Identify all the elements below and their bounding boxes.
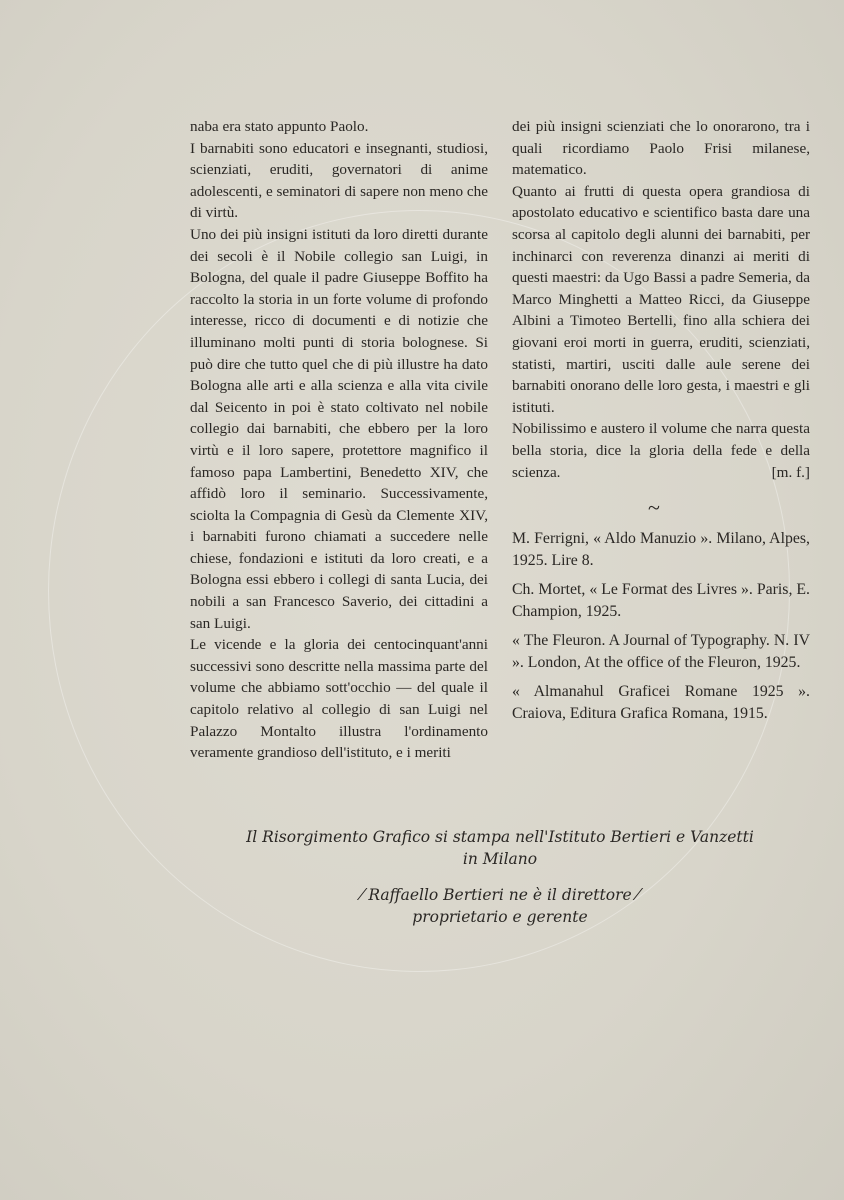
left-column: [190, 116, 488, 764]
paragraph: I barnabiti sono educatori e insegnanti, studiosi, scienziati, eruditi, governatori di anime adolescenti, e seminatori di sapere non meno che di virtù.: [190, 139, 488, 222]
signature: [m. f.]: [771, 463, 810, 481]
colophon-line: ⁄ Raffaello Bertieri ne è il direttore ⁄: [360, 886, 640, 904]
reference-item: M. Ferrigni, « Aldo Manuzio ». Milano, Alpes, 1925. Lire 8.: [512, 530, 810, 569]
colophon-line: in Milano: [462, 850, 538, 868]
reference-item: « The Fleuron. A Journal of Typography. N. IV ». London, At the office of the Fleuron, 1925.: [512, 632, 810, 671]
paragraph: Uno dei più insigni istituti da loro diretti durante dei secoli è il Nobile collegio san Luigi, in Bologna, del quale il padre Giuseppe Boffito ha raccolto la storia in un forte volume di profondo interesse, ricco di documenti e di notizie che illuminano molti punti di storia bolognese. Si può dire che tutto quel che di più illustre ha dato Bologna alle arti e alla scienza e alla vita civile dal Seicento in poi è stato coltivato nel nobile collegio dai barnabiti, che ebbero per la loro virtù e il loro sapere, protettore magnifico il famoso papa Lambertini, Benedetto XIV, che affidò loro il seminario. Successivamente, sciolta la Compagnia di Gesù da Clemente XIV, i barnabiti furono chiamati a succedere nelle chiese, fondazioni e istituti da loro creati, e a Bologna essi ebbero i collegi di santa Lucia, dei nobili a san Francesco Saverio, dei cittadini a san Luigi.: [190, 225, 488, 632]
paragraph: naba era stato appunto Paolo.: [190, 118, 369, 135]
paragraph: Quanto ai frutti di questa opera grandiosa di apostolato educativo e scientifico basta dare una scorsa al capitolo degli alunni dei barnabiti, per inchinarci con reverenza dinanzi ai meriti di questi maestri: da Ugo Bassi a padre Semeria, da Marco Minghetti a Matteo Ricci, da Giuseppe Albini a Timoteo Bertelli, fino alla schiera dei giovani eroi morti in guerra, eruditi, scienziati, statisti, martiri, usciti dalle aule serene dei barnabiti onorano delle loro gesta, i maestri e gli istituti.: [512, 182, 810, 416]
closing-paragraph: [512, 418, 810, 483]
references-list: [512, 528, 810, 732]
closing-text: Nobilissimo e austero il volume che narra questa bella storia, dice la gloria della fede e della scienza.: [512, 420, 810, 481]
paragraph: dei più insigni scienziati che lo onorarono, tra i quali ricordiamo Paolo Frisi milanese, matematico.: [512, 118, 810, 179]
colophon-line: Il Risorgimento Grafico si stampa nell'Istituto Bertieri e Vanzetti: [246, 828, 754, 846]
ornament-icon: ~: [648, 495, 660, 520]
paragraph: Le vicende e la gloria dei centocinquant'anni successivi sono descritte nella massima parte del volume che abbiamo sott'occhio — del quale il capitolo relativo al collegio di san Luigi nel Palazzo Montalto illustra l'ordinamento veramente grandioso dell'istituto, e i meriti: [190, 636, 488, 762]
right-column: [512, 116, 810, 483]
colophon: [200, 826, 800, 928]
colophon-line: proprietario e gerente: [412, 908, 588, 926]
reference-item: Ch. Mortet, « Le Format des Livres ». Paris, E. Champion, 1925.: [512, 581, 810, 620]
reference-item: « Almanahul Graficei Romane 1925 ». Craiova, Editura Grafica Romana, 1915.: [512, 683, 810, 722]
